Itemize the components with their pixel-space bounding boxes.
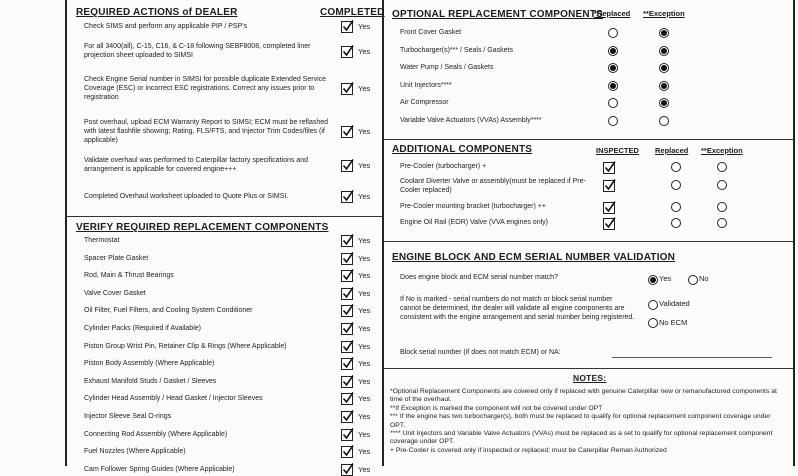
replacement-item: Valve Cover Gasket (84, 289, 146, 297)
check-mark-icon (342, 45, 354, 57)
yes-label: Yes (358, 84, 371, 93)
optional-item: Turbocharger(s)*** / Seals / Gaskets (400, 46, 513, 54)
replacement-checkbox[interactable] (341, 429, 353, 441)
optional-item: Front Cover Gasket (400, 29, 462, 36)
yes-label: Yes (358, 192, 371, 201)
validated-label: Validated (659, 299, 690, 308)
serial-match-yes-radio[interactable] (648, 275, 658, 285)
additional-exception-radio[interactable] (717, 218, 727, 228)
additional-replaced-radio[interactable] (671, 218, 681, 228)
replaced-radio[interactable] (608, 98, 618, 108)
optional-item: Variable Valve Actuators (VVAs) Assembly**** (400, 116, 542, 124)
yes-label: Yes (358, 160, 371, 170)
additional-item: Pre-Cooler (turbocharger) + (400, 163, 487, 170)
replacement-item: Injector Sleeve Seal O-rings (84, 413, 172, 420)
replacement-checkbox[interactable] (341, 411, 353, 423)
replaced-radio[interactable] (608, 81, 618, 91)
no-ecm-label: No ECM (659, 318, 688, 327)
validation-title: ENGINE BLOCK AND ECM SERIAL NUMBER VALIDATION (392, 252, 676, 263)
replacement-checkbox[interactable] (341, 393, 353, 405)
right-divider-3 (384, 368, 793, 369)
replacement-checkbox[interactable] (341, 253, 353, 265)
replacement-item: Rod, Main & Thrust Bearings (84, 272, 174, 280)
block-serial-label: Block serial number (if does not match ECM) or NA: (400, 349, 561, 356)
check-mark-icon (342, 287, 354, 299)
replaced-radio[interactable] (608, 63, 618, 73)
center-divider (382, 0, 384, 466)
yes-label: Yes (358, 324, 371, 333)
optional-replaced-header: *Replaced (594, 9, 631, 18)
no-ecm-radio[interactable] (648, 318, 658, 328)
yes-label: Yes (358, 271, 371, 281)
check-mark-icon (604, 201, 616, 213)
yes-label: Yes (358, 236, 371, 245)
inspected-checkbox[interactable] (603, 202, 615, 214)
optional-title: OPTIONAL REPLACEMENT COMPONENTS (392, 9, 604, 20)
replacement-item: Piston Group Wrist Pin, Retainer Clip & Rings (Where Applicable) (84, 342, 287, 350)
yes-label: Yes (358, 359, 371, 369)
additional-exception-radio[interactable] (717, 162, 727, 172)
completed-checkbox[interactable] (341, 83, 353, 95)
note-line: *Optional Replacement Components are covered only if replaced with genuine Caterpillar new or remanufactured components at time of the overhaul. (390, 388, 777, 404)
optional-item: Water Pump / Seals / Gaskets (400, 64, 494, 71)
notes-title: NOTES: (573, 373, 607, 383)
exception-radio[interactable] (659, 63, 669, 73)
additional-replaced-radio[interactable] (671, 202, 681, 212)
replacement-checkbox[interactable] (341, 288, 353, 300)
yes-label: Yes (358, 394, 371, 404)
replacement-checkbox[interactable] (341, 270, 353, 282)
replaced-radio[interactable] (608, 116, 618, 126)
dealer-action-item: Validate overhaul was performed to Caterpillar factory specifications and arrangement is applicable for covered engine+++ (84, 157, 308, 173)
check-mark-icon (604, 161, 616, 173)
dealer-action-item: Completed Overhaul worksheet uploaded to Quote Plus or SIMSI. (84, 193, 289, 200)
additional-item: Pre-Cooler mounting bracket (turbocharger) ++ (400, 203, 546, 210)
yes-label: Yes (358, 341, 371, 351)
completed-checkbox[interactable] (341, 160, 353, 172)
yes-label: Yes (358, 464, 371, 474)
replacement-checkbox[interactable] (341, 305, 353, 317)
right-border (793, 0, 795, 466)
replacement-checkbox[interactable] (341, 235, 353, 247)
check-mark-icon (342, 463, 354, 475)
yes-label: Yes (358, 127, 371, 136)
completed-checkbox[interactable] (341, 21, 353, 33)
yes-label: Yes (358, 46, 371, 56)
replacement-item: Thermostat (84, 237, 120, 244)
additional-exception-radio[interactable] (717, 180, 727, 190)
replaced-radio[interactable] (608, 46, 618, 56)
completed-checkbox[interactable] (341, 46, 353, 58)
additional-replaced-radio[interactable] (671, 162, 681, 172)
replacement-checkbox[interactable] (341, 376, 353, 388)
replacement-item: Cylinder Packs (Required if Available) (84, 325, 201, 332)
note-line: **If Exception is marked the component will not be covered under OPT (390, 404, 603, 412)
block-serial-input-line[interactable] (612, 357, 772, 358)
exception-radio[interactable] (659, 28, 669, 38)
additional-item: Coolant Diverter Valve or assembly(must be replaced if Pre-Cooler replaced) (400, 178, 586, 194)
check-mark-icon (342, 125, 354, 137)
check-mark-icon (604, 217, 616, 229)
check-mark-icon (342, 357, 354, 369)
yes-label: Yes (358, 376, 371, 386)
replacement-checkbox[interactable] (341, 358, 353, 370)
check-mark-icon (342, 159, 354, 171)
completed-checkbox[interactable] (341, 191, 353, 203)
check-mark-icon (342, 340, 354, 352)
additional-replaced-header: Replaced (655, 146, 689, 155)
inspected-checkbox[interactable] (603, 180, 615, 192)
check-mark-icon (342, 234, 354, 246)
optional-item: Air Compressor (400, 99, 449, 106)
check-mark-icon (342, 375, 354, 387)
note-line: **** Unit Injectors and Variable Valve Actuators (VVAs) must be replaced as a set to qualify for optional replacement component coverage under OPT. (390, 430, 773, 446)
replacement-checkbox[interactable] (341, 446, 353, 458)
optional-item: Unit Injectors**** (400, 81, 452, 89)
replacement-item: Oil Filter, Fuel Filters, and Cooling System Conditioner (84, 307, 253, 315)
replacement-item: Cam Follower Spring Guides (Where Applicable) (84, 465, 235, 473)
exception-radio[interactable] (659, 98, 669, 108)
additional-inspected-header: INSPECTED (596, 146, 639, 155)
replacement-item: Fuel Nozzles (Where Applicable) (84, 448, 186, 456)
serial-match-no-radio[interactable] (688, 275, 698, 285)
check-mark-icon (604, 179, 616, 191)
additional-exception-header: **Exception (701, 146, 743, 155)
exception-radio[interactable] (659, 116, 669, 126)
additional-title: ADDITIONAL COMPONENTS (392, 144, 533, 155)
additional-item: Engine Oil Rail (EOR) Valve (VVA engines only) (400, 219, 548, 226)
replacement-item: Spacer Plate Gasket (84, 254, 149, 262)
dealer-action-item: For all 3400(all), C-15, C16, & C-18 following SEBF8008, completed liner projection sheet uploaded to SIMSI (84, 43, 311, 59)
check-mark-icon (342, 82, 354, 94)
check-mark-icon (342, 190, 354, 202)
yes-label: Yes (358, 412, 371, 421)
serial-match-no-label: No (699, 274, 709, 283)
replaced-radio[interactable] (608, 28, 618, 38)
yes-label: Yes (358, 253, 371, 263)
replacement-checkbox[interactable] (341, 341, 353, 353)
check-mark-icon (342, 304, 354, 316)
right-divider-2 (384, 241, 793, 242)
notes-block (390, 388, 785, 455)
validation-question: Does engine block and ECM serial number match? (400, 274, 558, 281)
check-mark-icon (342, 392, 354, 404)
note-line: + Pre-Cooler is covered only if inspected or replaced; must be Caterpillar Reman Authorized (390, 446, 667, 454)
inspected-checkbox[interactable] (603, 218, 615, 230)
replacement-checkbox[interactable] (341, 323, 353, 335)
validation-instructions: If No is marked - serial numbers do not match or block serial number cannot be determined, the dealer will validate all engine components are consistent with the engine arrangement and serial number being registered. (400, 296, 635, 321)
completed-checkbox[interactable] (341, 126, 353, 138)
check-mark-icon (342, 410, 354, 422)
check-mark-icon (342, 428, 354, 440)
exception-radio[interactable] (659, 46, 669, 56)
dealer-actions-title: REQUIRED ACTIONS of DEALER (76, 7, 238, 18)
additional-replaced-radio[interactable] (671, 180, 681, 190)
completed-header: COMPLETED (320, 7, 385, 18)
yes-label: Yes (358, 22, 371, 31)
yes-label: Yes (358, 429, 371, 439)
validated-radio[interactable] (648, 300, 658, 310)
left-section-divider (66, 216, 382, 217)
right-divider-1 (384, 139, 793, 140)
additional-exception-radio[interactable] (717, 202, 727, 212)
yes-label: Yes (358, 306, 371, 316)
dealer-action-item: Check SIMS and perform any applicable PIP / PSP's (84, 23, 248, 30)
check-mark-icon (342, 445, 354, 457)
left-border (65, 0, 67, 466)
dealer-action-item: Check Engine Serial number in SIMSI for possible duplicate Extended Service Coverage (ESC) or incorrect ESC registrations. Correct any issues prior to registration (84, 76, 327, 101)
replacement-title: VERIFY REQUIRED REPLACEMENT COMPONENTS (76, 222, 329, 233)
serial-match-yes-label: Yes (659, 274, 672, 283)
replacement-item: Connecting Rod Assembly (Where Applicable) (84, 430, 228, 438)
replacement-item: Exhaust Manifold Studs / Gasket / Sleeves (84, 377, 217, 385)
dealer-action-item: Post overhaul, upload ECM Warranty Report to SIMSI; ECM must be reflashed with latest flashfile showing; Rating, FLS/FTS, and Injector Trim Codes/files (if applicable) (84, 119, 329, 144)
replacement-item: Piston Body Assembly (Where Applicable) (84, 360, 215, 368)
exception-radio[interactable] (659, 81, 669, 91)
note-line: *** If the engine has two turbocharger(s), both must be replaced to qualify for optional replacement component coverage under OPT. (390, 413, 771, 429)
optional-exception-header: **Exception (643, 9, 685, 18)
check-mark-icon (342, 269, 354, 281)
replacement-item: Cylinder Head Assembly / Head Gasket / Injector Sleeves (84, 395, 263, 403)
check-mark-icon (342, 252, 354, 264)
check-mark-icon (342, 20, 354, 32)
yes-label: Yes (358, 288, 371, 298)
yes-label: Yes (358, 447, 371, 457)
inspected-checkbox[interactable] (603, 162, 615, 174)
check-mark-icon (342, 322, 354, 334)
